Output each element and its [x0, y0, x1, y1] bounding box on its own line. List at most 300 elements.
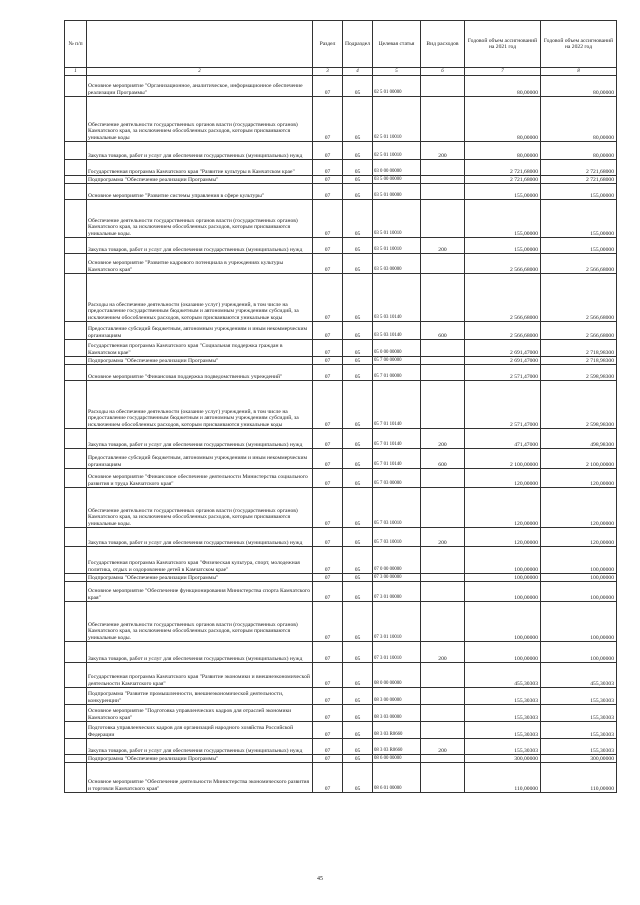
row-vr-cell — [421, 365, 465, 381]
column-number: 1 — [65, 68, 87, 76]
row-csr-cell: 05 0 00 00000 — [373, 340, 421, 357]
row-csr-cell: 03 5 01 10010 — [373, 200, 421, 238]
table-row — [65, 642, 617, 663]
table-row — [65, 254, 617, 274]
row-csr-cell: 05 7 00 00000 — [373, 357, 421, 365]
row-number-cell — [65, 184, 87, 200]
row-razdel-cell: 07 — [313, 340, 343, 357]
header-razdel: Раздел — [313, 21, 343, 68]
row-razdel-cell: 07 — [313, 322, 343, 340]
row-name-cell: Государственная программа Камчатского края "Физическая культура, спорт, молодежная политика, отдых и оздоровление детей в Камчатском крае" — [87, 547, 313, 574]
row-name-cell: Закупка товаров, работ и услуг для обеспечения государственных (муниципальных) нужд — [87, 642, 313, 663]
row-2021-cell: 2 566,68000 — [465, 254, 541, 274]
row-csr-cell: 08 6 01 00000 — [373, 763, 421, 793]
row-razdel-cell: 07 — [313, 763, 343, 793]
row-name-cell: Основное мероприятие "Организационное, аналитическое, информационное обеспечение реализации Программы" — [87, 76, 313, 97]
row-vr-cell — [421, 582, 465, 602]
row-number-cell — [65, 602, 87, 642]
row-name-cell: Обеспечение деятельности государственных органов власти (государственных органов) Камчатского края, за исключением обособленных расходов, которым присваиваются уникальные коды. — [87, 200, 313, 238]
row-number-cell — [65, 238, 87, 254]
row-name-cell: Предоставление субсидий бюджетным, автономным учреждениям и иным некоммерческим организациям — [87, 449, 313, 469]
row-2022-cell: 2 721,68000 — [541, 176, 617, 184]
row-razdel-cell: 07 — [313, 238, 343, 254]
table-row — [65, 602, 617, 642]
row-2021-cell: 155,00000 — [465, 184, 541, 200]
row-name-cell: Подпрограмма "Обеспечение реализации Программы" — [87, 755, 313, 763]
row-csr-cell: 08 3 03 R0660 — [373, 722, 421, 739]
table-row — [65, 582, 617, 602]
row-2021-cell: 120,00000 — [465, 528, 541, 547]
row-name-cell: Основное мероприятие "Обеспечение функционирования Министерства спорта Камчатского края" — [87, 582, 313, 602]
column-number-row — [65, 68, 617, 76]
row-number-cell — [65, 663, 87, 688]
row-number-cell — [65, 688, 87, 705]
row-name-cell: Закупка товаров, работ и услуг для обеспечения государственных (муниципальных) нужд — [87, 238, 313, 254]
row-podrazdel-cell: 05 — [343, 574, 373, 582]
row-vr-cell — [421, 184, 465, 200]
column-number: 7 — [465, 68, 541, 76]
row-csr-cell: 03 5 03 10140 — [373, 322, 421, 340]
header-name — [87, 21, 313, 68]
row-razdel-cell: 07 — [313, 642, 343, 663]
row-2022-cell: 80,00000 — [541, 97, 617, 142]
row-2022-cell: 120,00000 — [541, 488, 617, 528]
row-podrazdel-cell: 05 — [343, 705, 373, 722]
row-2022-cell: 2 718,98300 — [541, 340, 617, 357]
header-2021: Годовой объем ассигнований на 2021 год — [465, 21, 541, 68]
row-2022-cell: 2 100,00000 — [541, 449, 617, 469]
row-csr-cell: 02 5 01 10010 — [373, 142, 421, 160]
row-csr-cell: 05 7 01 10140 — [373, 429, 421, 449]
row-name-cell: Закупка товаров, работ и услуг для обеспечения государственных (муниципальных) нужд — [87, 739, 313, 755]
row-podrazdel-cell: 05 — [343, 663, 373, 688]
row-csr-cell: 07 0 00 00000 — [373, 547, 421, 574]
row-razdel-cell: 07 — [313, 381, 343, 429]
table-row — [65, 528, 617, 547]
row-vr-cell — [421, 274, 465, 322]
row-2022-cell: 100,00000 — [541, 602, 617, 642]
row-2022-cell: 498,98300 — [541, 429, 617, 449]
row-vr-cell — [421, 547, 465, 574]
row-number-cell — [65, 340, 87, 357]
row-name-cell: Подпрограмма "Обеспечение реализации Программы" — [87, 574, 313, 582]
row-podrazdel-cell: 05 — [343, 763, 373, 793]
row-number-cell — [65, 274, 87, 322]
row-razdel-cell: 07 — [313, 200, 343, 238]
row-vr-cell — [421, 381, 465, 429]
row-2021-cell: 100,00000 — [465, 582, 541, 602]
table-row — [65, 705, 617, 722]
row-name-cell: Основное мероприятие "Развитие системы управления в сфере культуры" — [87, 184, 313, 200]
row-vr-cell — [421, 97, 465, 142]
row-2022-cell: 2 598,98300 — [541, 381, 617, 429]
row-2022-cell: 2 718,98300 — [541, 357, 617, 365]
row-number-cell — [65, 449, 87, 469]
row-2021-cell: 155,00000 — [465, 200, 541, 238]
table-row — [65, 739, 617, 755]
row-number-cell — [65, 574, 87, 582]
row-csr-cell: 08 6 00 00000 — [373, 755, 421, 763]
row-vr-cell — [421, 357, 465, 365]
row-2021-cell: 2 691,47000 — [465, 357, 541, 365]
row-2022-cell: 100,00000 — [541, 642, 617, 663]
row-2022-cell: 455,30303 — [541, 663, 617, 688]
row-2021-cell: 2 100,00000 — [465, 449, 541, 469]
header-csr: Целевая статья — [373, 21, 421, 68]
row-number-cell — [65, 722, 87, 739]
row-number-cell — [65, 357, 87, 365]
table-row — [65, 722, 617, 739]
row-vr-cell — [421, 160, 465, 176]
row-podrazdel-cell: 05 — [343, 469, 373, 488]
row-razdel-cell: 07 — [313, 160, 343, 176]
row-number-cell — [65, 365, 87, 381]
row-podrazdel-cell: 05 — [343, 449, 373, 469]
row-razdel-cell: 07 — [313, 365, 343, 381]
row-razdel-cell: 07 — [313, 574, 343, 582]
table-row — [65, 238, 617, 254]
row-razdel-cell: 07 — [313, 705, 343, 722]
row-razdel-cell: 07 — [313, 582, 343, 602]
row-vr-cell: 200 — [421, 429, 465, 449]
row-name-cell: Подпрограмма "Обеспечение реализации Программы" — [87, 176, 313, 184]
row-razdel-cell: 07 — [313, 142, 343, 160]
table-row — [65, 429, 617, 449]
row-2022-cell: 2 598,98300 — [541, 365, 617, 381]
row-name-cell: Основное мероприятие "Подготовка управленческих кадров для отраслей экономики Камчатского края" — [87, 705, 313, 722]
row-2022-cell: 2 566,68000 — [541, 322, 617, 340]
row-csr-cell: 07 3 01 10010 — [373, 642, 421, 663]
row-csr-cell: 03 5 03 10140 — [373, 274, 421, 322]
header-no: № п/п — [65, 21, 87, 68]
row-name-cell: Обеспечение деятельности государственных органов власти (государственных органов) Камчатского края, за исключением обособленных расходов, которым присваиваются уникальные коды. — [87, 602, 313, 642]
row-vr-cell — [421, 488, 465, 528]
table-row — [65, 340, 617, 357]
table-row — [65, 142, 617, 160]
row-2021-cell: 155,30303 — [465, 722, 541, 739]
row-2021-cell: 2 721,68000 — [465, 160, 541, 176]
row-name-cell: Основное мероприятие "Развитие кадрового потенциала в учреждениях культуры Камчатского края" — [87, 254, 313, 274]
table-header-row — [65, 21, 617, 68]
table-row — [65, 381, 617, 429]
row-razdel-cell: 07 — [313, 688, 343, 705]
row-razdel-cell: 07 — [313, 176, 343, 184]
row-vr-cell — [421, 254, 465, 274]
row-podrazdel-cell: 05 — [343, 381, 373, 429]
header-podrazdel: Подраздел — [343, 21, 373, 68]
table-row — [65, 200, 617, 238]
row-podrazdel-cell: 05 — [343, 582, 373, 602]
table-row — [65, 160, 617, 176]
row-2021-cell: 155,30303 — [465, 705, 541, 722]
row-name-cell: Закупка товаров, работ и услуг для обеспечения государственных (муниципальных) нужд — [87, 528, 313, 547]
row-vr-cell: 200 — [421, 642, 465, 663]
table-row — [65, 488, 617, 528]
row-name-cell: Основное мероприятие "Финансовая поддержка подведомственных учреждений" — [87, 365, 313, 381]
row-csr-cell: 08 3 00 00000 — [373, 688, 421, 705]
row-csr-cell: 05 7 03 10010 — [373, 488, 421, 528]
budget-table — [64, 20, 617, 793]
row-podrazdel-cell: 05 — [343, 97, 373, 142]
row-csr-cell: 07 3 00 00000 — [373, 574, 421, 582]
row-number-cell — [65, 381, 87, 429]
row-razdel-cell: 07 — [313, 755, 343, 763]
row-name-cell: Расходы на обеспечение деятельности (оказание услуг) учреждений, в том числе на предоставление государственным бюджетным и автономным учреждениям субсидий, за исключением обособленных расходов, которым присваиваются уникальные коды — [87, 274, 313, 322]
row-2021-cell: 100,00000 — [465, 574, 541, 582]
row-2021-cell: 120,00000 — [465, 469, 541, 488]
row-name-cell: Предоставление субсидий бюджетным, автономным учреждениям и иным некоммерческим организациям — [87, 322, 313, 340]
column-number: 5 — [373, 68, 421, 76]
row-name-cell: Подпрограмма "Развитие промышленности, внешнеэкономической деятельности, конкуренции" — [87, 688, 313, 705]
row-csr-cell: 03 0 00 00000 — [373, 160, 421, 176]
row-2021-cell: 2 566,68000 — [465, 274, 541, 322]
row-csr-cell: 02 5 01 00000 — [373, 76, 421, 97]
row-razdel-cell: 07 — [313, 528, 343, 547]
row-2021-cell: 80,00000 — [465, 76, 541, 97]
row-razdel-cell: 07 — [313, 663, 343, 688]
column-number: 3 — [313, 68, 343, 76]
column-number: 8 — [541, 68, 617, 76]
row-csr-cell: 05 7 03 10010 — [373, 528, 421, 547]
row-podrazdel-cell: 05 — [343, 488, 373, 528]
row-podrazdel-cell: 05 — [343, 642, 373, 663]
row-2021-cell: 2 691,47000 — [465, 340, 541, 357]
row-razdel-cell: 07 — [313, 76, 343, 97]
row-csr-cell: 05 7 01 10140 — [373, 449, 421, 469]
table-row — [65, 449, 617, 469]
row-razdel-cell: 07 — [313, 429, 343, 449]
row-2021-cell: 120,00000 — [465, 488, 541, 528]
row-2022-cell: 300,00000 — [541, 755, 617, 763]
row-vr-cell: 200 — [421, 142, 465, 160]
row-number-cell — [65, 142, 87, 160]
table-row — [65, 274, 617, 322]
row-vr-cell: 200 — [421, 528, 465, 547]
row-podrazdel-cell: 05 — [343, 322, 373, 340]
row-2021-cell: 155,30303 — [465, 688, 541, 705]
row-number-cell — [65, 705, 87, 722]
row-number-cell — [65, 763, 87, 793]
row-2022-cell: 155,30303 — [541, 705, 617, 722]
row-vr-cell — [421, 602, 465, 642]
row-2022-cell: 120,00000 — [541, 528, 617, 547]
table-row — [65, 357, 617, 365]
row-number-cell — [65, 160, 87, 176]
row-2022-cell: 155,00000 — [541, 238, 617, 254]
row-vr-cell — [421, 469, 465, 488]
row-podrazdel-cell: 05 — [343, 274, 373, 322]
row-2022-cell: 80,00000 — [541, 142, 617, 160]
row-razdel-cell: 07 — [313, 449, 343, 469]
row-podrazdel-cell: 05 — [343, 184, 373, 200]
row-podrazdel-cell: 05 — [343, 722, 373, 739]
row-2022-cell: 155,30303 — [541, 739, 617, 755]
row-vr-cell: 600 — [421, 322, 465, 340]
row-number-cell — [65, 469, 87, 488]
row-vr-cell — [421, 176, 465, 184]
row-razdel-cell: 07 — [313, 602, 343, 642]
row-csr-cell: 02 5 01 10010 — [373, 97, 421, 142]
row-2022-cell: 100,00000 — [541, 547, 617, 574]
row-razdel-cell: 07 — [313, 469, 343, 488]
row-2021-cell: 110,00000 — [465, 763, 541, 793]
row-2021-cell: 100,00000 — [465, 602, 541, 642]
row-vr-cell — [421, 663, 465, 688]
row-2021-cell: 80,00000 — [465, 97, 541, 142]
row-vr-cell: 200 — [421, 238, 465, 254]
table-row — [65, 688, 617, 705]
row-2021-cell: 2 571,47000 — [465, 381, 541, 429]
row-podrazdel-cell: 05 — [343, 357, 373, 365]
row-csr-cell: 07 3 01 10010 — [373, 602, 421, 642]
row-podrazdel-cell: 05 — [343, 528, 373, 547]
row-name-cell: Обеспечение деятельности государственных органов власти (государственных органов) Камчатского края, за исключением обособленных расходов, которым присваиваются уникальные коды. — [87, 488, 313, 528]
row-2021-cell: 155,00000 — [465, 238, 541, 254]
row-2022-cell: 100,00000 — [541, 574, 617, 582]
row-csr-cell: 05 7 01 00000 — [373, 365, 421, 381]
row-2022-cell: 80,00000 — [541, 76, 617, 97]
table-row — [65, 547, 617, 574]
row-number-cell — [65, 97, 87, 142]
page-number: 45 — [317, 876, 323, 882]
table-row — [65, 184, 617, 200]
row-number-cell — [65, 429, 87, 449]
row-2022-cell: 155,30303 — [541, 688, 617, 705]
table-row — [65, 763, 617, 793]
row-vr-cell — [421, 688, 465, 705]
row-number-cell — [65, 582, 87, 602]
row-2021-cell: 2 721,68000 — [465, 176, 541, 184]
row-2021-cell: 80,00000 — [465, 142, 541, 160]
row-csr-cell: 03 5 01 10010 — [373, 238, 421, 254]
row-vr-cell — [421, 722, 465, 739]
row-2022-cell: 120,00000 — [541, 469, 617, 488]
row-number-cell — [65, 739, 87, 755]
row-2022-cell: 2 721,68000 — [541, 160, 617, 176]
row-number-cell — [65, 547, 87, 574]
row-2022-cell: 2 566,68000 — [541, 254, 617, 274]
row-name-cell: Закупка товаров, работ и услуг для обеспечения государственных (муниципальных) нужд — [87, 142, 313, 160]
row-vr-cell — [421, 574, 465, 582]
row-2021-cell: 300,00000 — [465, 755, 541, 763]
table-row — [65, 76, 617, 97]
row-podrazdel-cell: 05 — [343, 76, 373, 97]
row-csr-cell: 08 0 00 00000 — [373, 663, 421, 688]
row-2022-cell: 155,00000 — [541, 184, 617, 200]
row-podrazdel-cell: 05 — [343, 739, 373, 755]
row-2021-cell: 100,00000 — [465, 547, 541, 574]
row-2021-cell: 100,00000 — [465, 642, 541, 663]
row-2022-cell: 2 566,68000 — [541, 274, 617, 322]
row-podrazdel-cell: 05 — [343, 688, 373, 705]
row-name-cell: Расходы на обеспечение деятельности (оказание услуг) учреждений, в том числе на предоставление государственным бюджетным и автономным учреждениям субсидий, за исключением обособленных расходов, которым присваиваются уникальные коды — [87, 381, 313, 429]
row-podrazdel-cell: 05 — [343, 340, 373, 357]
row-number-cell — [65, 200, 87, 238]
row-2022-cell: 110,00000 — [541, 763, 617, 793]
row-2021-cell: 471,47000 — [465, 429, 541, 449]
row-podrazdel-cell: 05 — [343, 365, 373, 381]
row-razdel-cell: 07 — [313, 274, 343, 322]
document-page — [64, 20, 616, 793]
row-name-cell: Основное мероприятие "Обеспечение деятельности Министерства экономического развития и торговли Камчатского края" — [87, 763, 313, 793]
row-vr-cell — [421, 705, 465, 722]
row-podrazdel-cell: 05 — [343, 602, 373, 642]
table-row — [65, 469, 617, 488]
row-csr-cell: 05 7 03 00000 — [373, 469, 421, 488]
row-podrazdel-cell: 05 — [343, 238, 373, 254]
row-2022-cell: 100,00000 — [541, 582, 617, 602]
row-name-cell: Закупка товаров, работ и услуг для обеспечения государственных (муниципальных) нужд — [87, 429, 313, 449]
row-razdel-cell: 07 — [313, 97, 343, 142]
row-podrazdel-cell: 05 — [343, 755, 373, 763]
row-podrazdel-cell: 05 — [343, 160, 373, 176]
row-number-cell — [65, 528, 87, 547]
row-podrazdel-cell: 05 — [343, 142, 373, 160]
row-podrazdel-cell: 05 — [343, 429, 373, 449]
row-number-cell — [65, 322, 87, 340]
row-number-cell — [65, 755, 87, 763]
row-2021-cell: 455,30303 — [465, 663, 541, 688]
table-row — [65, 365, 617, 381]
row-vr-cell — [421, 76, 465, 97]
row-number-cell — [65, 76, 87, 97]
row-name-cell: Государственная программа Камчатского края "Развитие экономики и внешнеэкономической деятельности Камчатского края" — [87, 663, 313, 688]
table-row — [65, 322, 617, 340]
row-razdel-cell: 07 — [313, 357, 343, 365]
row-csr-cell: 05 7 01 10140 — [373, 381, 421, 429]
header-vr: Вид расходов — [421, 21, 465, 68]
row-podrazdel-cell: 05 — [343, 176, 373, 184]
row-name-cell: Подпрограмма "Обеспечение реализации Программы" — [87, 357, 313, 365]
table-row — [65, 176, 617, 184]
row-podrazdel-cell: 05 — [343, 547, 373, 574]
row-vr-cell — [421, 755, 465, 763]
row-csr-cell: 03 5 03 00000 — [373, 254, 421, 274]
table-row — [65, 755, 617, 763]
row-podrazdel-cell: 05 — [343, 200, 373, 238]
row-podrazdel-cell: 05 — [343, 254, 373, 274]
table-row — [65, 574, 617, 582]
row-csr-cell: 03 5 01 00000 — [373, 184, 421, 200]
row-number-cell — [65, 642, 87, 663]
row-2022-cell: 155,00000 — [541, 200, 617, 238]
row-razdel-cell: 07 — [313, 739, 343, 755]
row-razdel-cell: 07 — [313, 722, 343, 739]
column-number: 6 — [421, 68, 465, 76]
row-csr-cell: 03 5 00 00000 — [373, 176, 421, 184]
row-vr-cell: 600 — [421, 449, 465, 469]
table-row — [65, 97, 617, 142]
row-name-cell: Государственная программа Камчатского края "Развитие культуры в Камчатском крае" — [87, 160, 313, 176]
row-2021-cell: 155,30303 — [465, 739, 541, 755]
row-csr-cell: 08 3 03 00000 — [373, 705, 421, 722]
row-razdel-cell: 07 — [313, 488, 343, 528]
row-number-cell — [65, 176, 87, 184]
row-vr-cell — [421, 340, 465, 357]
row-name-cell: Основное мероприятие "Финансовое обеспечение деятельности Министерства социального развития и труда Камчатского края" — [87, 469, 313, 488]
table-body — [65, 76, 617, 793]
row-csr-cell: 07 3 01 00000 — [373, 582, 421, 602]
row-2021-cell: 2 571,47000 — [465, 365, 541, 381]
row-name-cell: Государственная программа Камчатского края "Социальная поддержка граждан в Камчатском крае" — [87, 340, 313, 357]
row-vr-cell: 200 — [421, 739, 465, 755]
header-2022: Годовой объем ассигнований на 2022 год — [541, 21, 617, 68]
column-number: 4 — [343, 68, 373, 76]
row-name-cell: Подготовка управленческих кадров для организаций народного хозяйства Российской Федерации — [87, 722, 313, 739]
row-razdel-cell: 07 — [313, 254, 343, 274]
row-name-cell: Обеспечение деятельности государственных органов власти (государственных органов) Камчатского края, за исключением обособленных расходов, которым присваиваются уникальные коды — [87, 97, 313, 142]
column-number: 2 — [87, 68, 313, 76]
